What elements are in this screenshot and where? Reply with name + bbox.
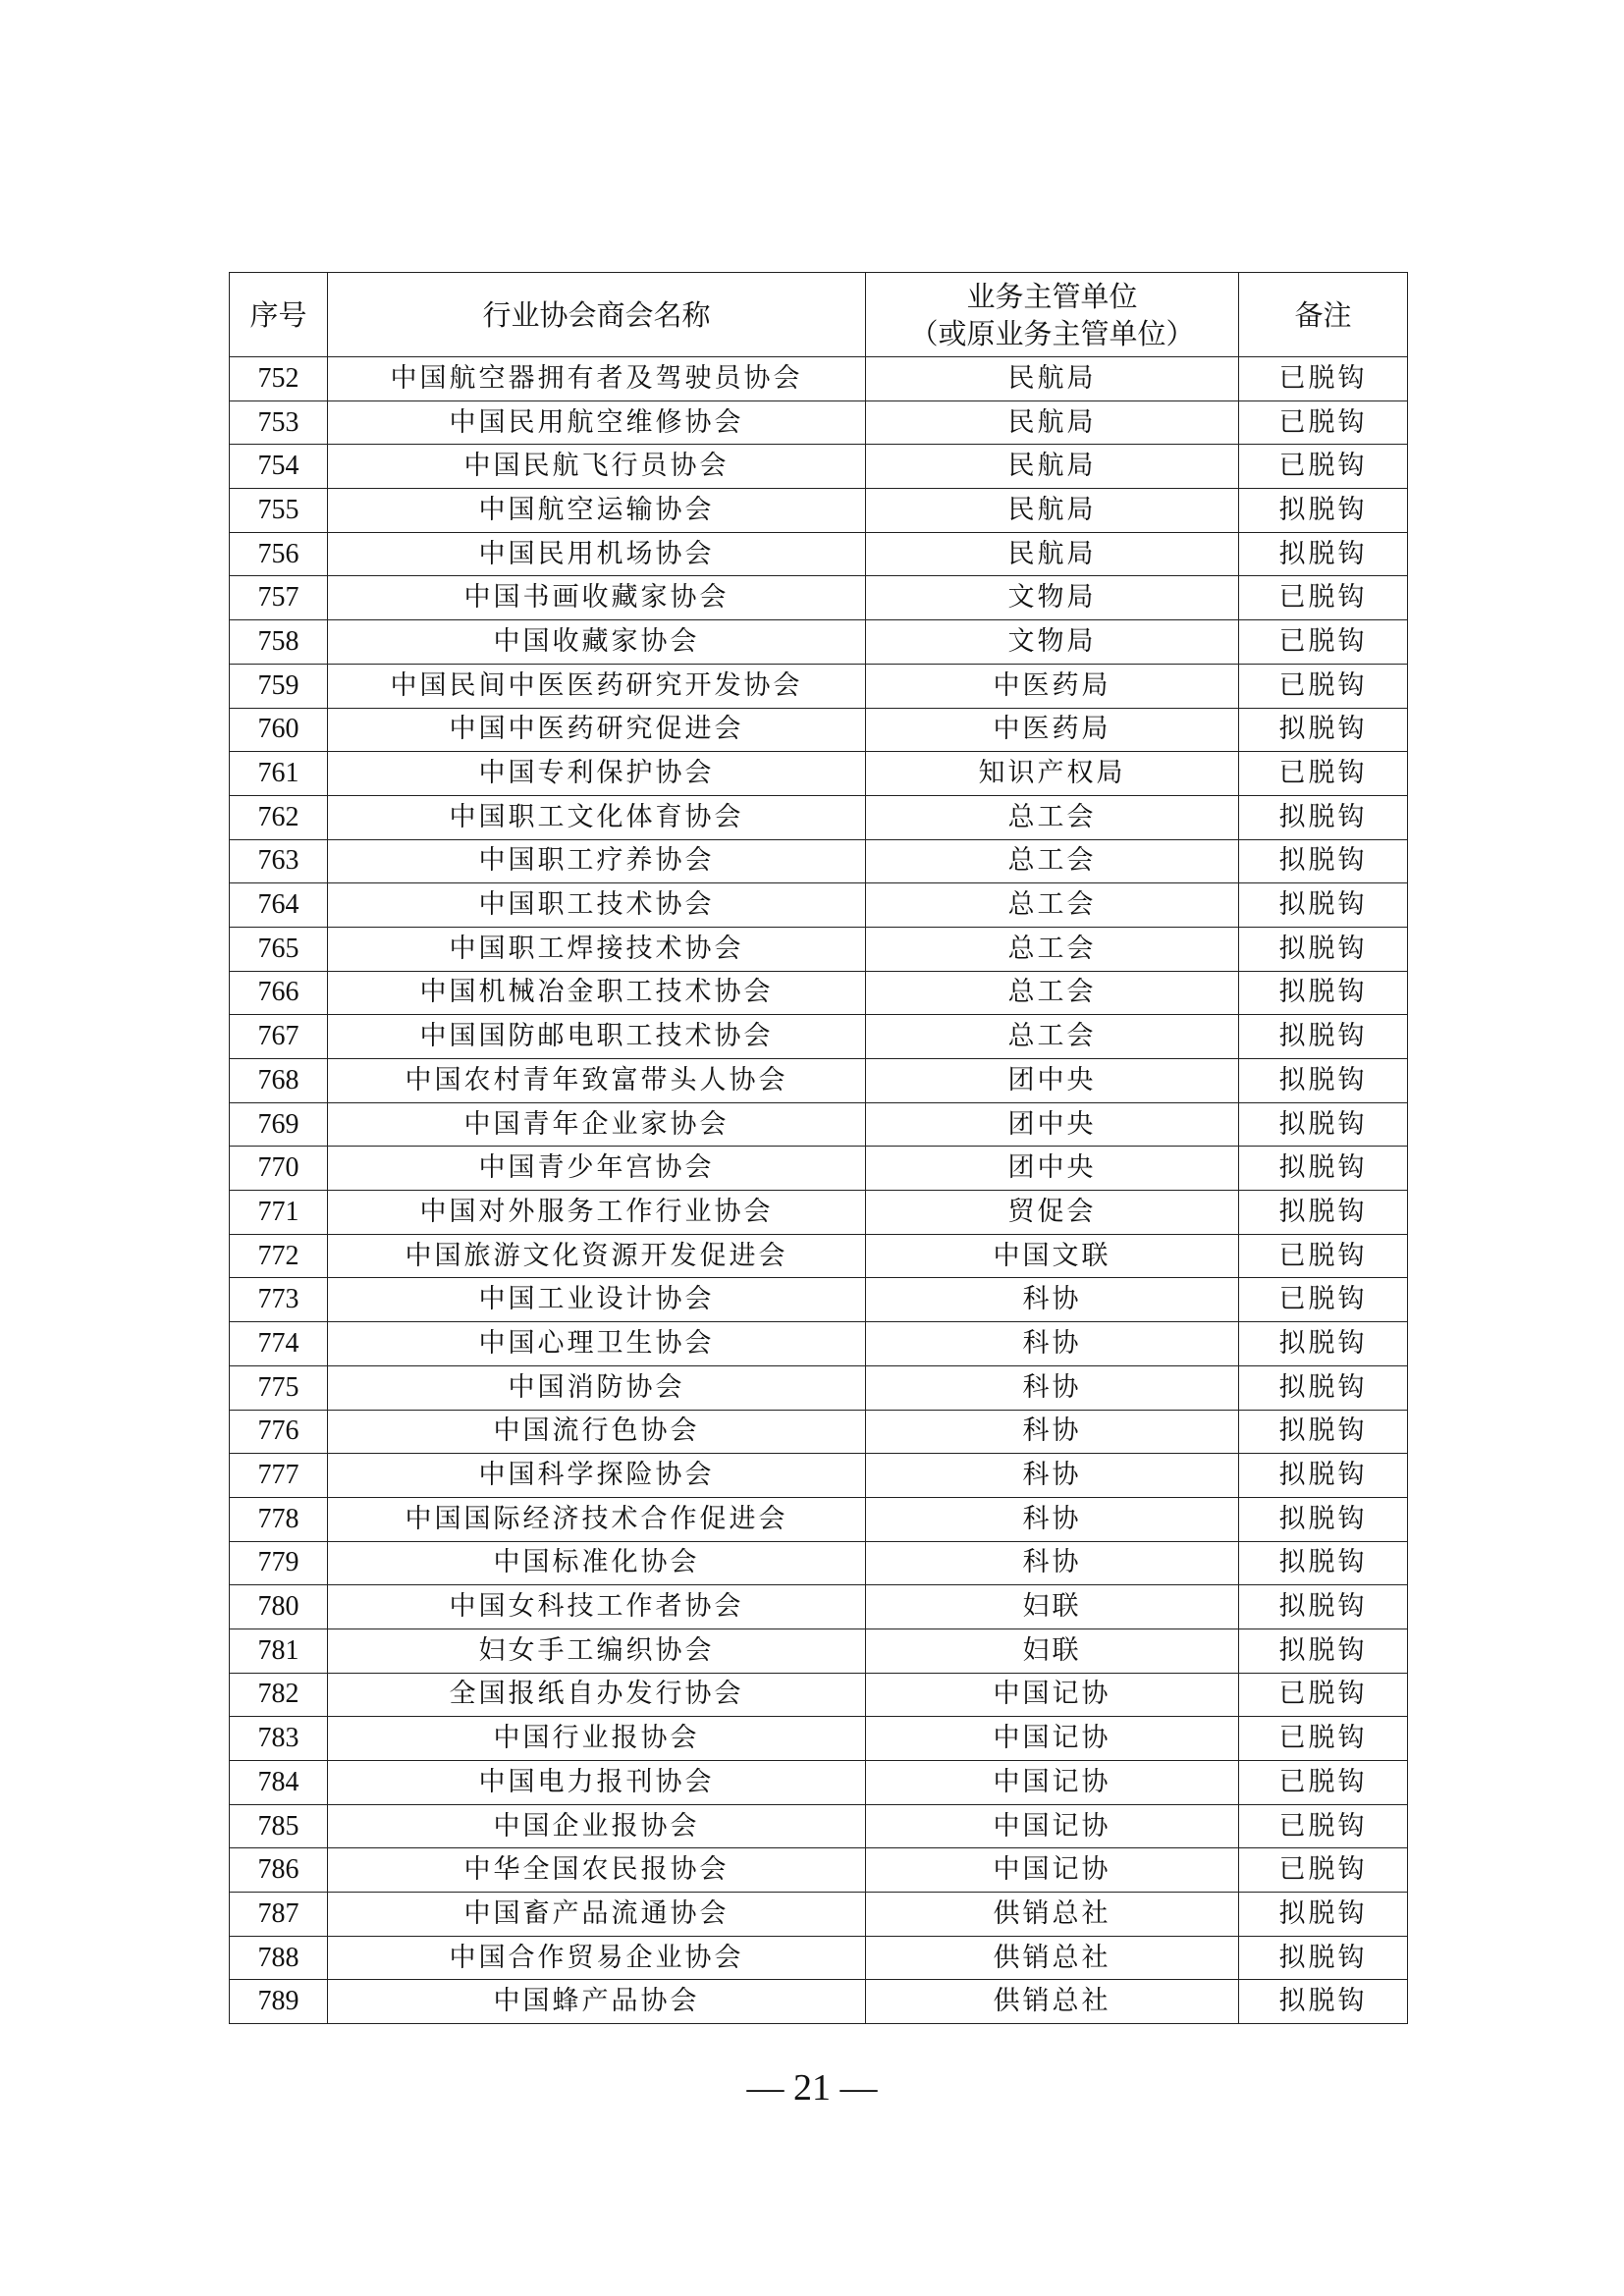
cell-authority: 总工会 [866,1015,1239,1059]
cell-authority: 民航局 [866,445,1239,489]
cell-authority: 文物局 [866,620,1239,665]
cell-authority: 总工会 [866,927,1239,971]
table-row [230,1936,1408,1980]
table-body [230,357,1408,2024]
cell-seq: 755 [230,489,328,533]
cell-remark: 已脱钩 [1239,1804,1408,1848]
cell-seq: 783 [230,1717,328,1761]
table-row [230,1717,1408,1761]
cell-authority: 妇联 [866,1629,1239,1673]
cell-authority: 中国文联 [866,1234,1239,1278]
cell-name: 中国旅游文化资源开发促进会 [328,1234,866,1278]
cell-remark: 拟脱钩 [1239,927,1408,971]
header-remark: 备注 [1239,273,1408,357]
cell-authority: 总工会 [866,883,1239,928]
cell-name: 中国书画收藏家协会 [328,576,866,620]
cell-name: 中国工业设计协会 [328,1278,866,1322]
cell-remark: 已脱钩 [1239,445,1408,489]
table-row [230,445,1408,489]
cell-authority: 团中央 [866,1102,1239,1147]
cell-seq: 752 [230,357,328,401]
cell-seq: 772 [230,1234,328,1278]
cell-authority: 科协 [866,1541,1239,1585]
cell-name: 中国行业报协会 [328,1717,866,1761]
cell-name: 中国航空运输协会 [328,489,866,533]
cell-authority: 民航局 [866,400,1239,445]
table-row [230,532,1408,576]
cell-seq: 781 [230,1629,328,1673]
cell-remark: 拟脱钩 [1239,883,1408,928]
table-row [230,1322,1408,1366]
cell-authority: 妇联 [866,1585,1239,1629]
cell-authority: 知识产权局 [866,752,1239,796]
table-row [230,1761,1408,1805]
cell-name: 中国国防邮电职工技术协会 [328,1015,866,1059]
cell-seq: 768 [230,1059,328,1103]
table-row [230,1365,1408,1410]
cell-name: 中国企业报协会 [328,1804,866,1848]
cell-name: 中国国际经济技术合作促进会 [328,1497,866,1541]
table-row [230,1980,1408,2024]
cell-seq: 778 [230,1497,328,1541]
table-header [230,273,1408,357]
cell-name: 中国民用机场协会 [328,532,866,576]
page-number: — 21 — [746,2067,878,2109]
cell-authority: 供销总社 [866,1980,1239,2024]
cell-seq: 756 [230,532,328,576]
table-row [230,1541,1408,1585]
cell-remark: 已脱钩 [1239,1673,1408,1717]
cell-remark: 拟脱钩 [1239,1410,1408,1454]
cell-seq: 767 [230,1015,328,1059]
table-row [230,1454,1408,1498]
cell-name: 中华全国农民报协会 [328,1848,866,1893]
cell-seq: 782 [230,1673,328,1717]
table-row [230,1585,1408,1629]
cell-seq: 764 [230,883,328,928]
cell-name: 中国科学探险协会 [328,1454,866,1498]
header-authority-line2: （或原业务主管单位） [909,316,1195,350]
cell-remark: 已脱钩 [1239,752,1408,796]
cell-name: 中国专利保护协会 [328,752,866,796]
association-table [229,272,1408,2024]
cell-name: 妇女手工编织协会 [328,1629,866,1673]
cell-seq: 758 [230,620,328,665]
cell-seq: 773 [230,1278,328,1322]
cell-name: 中国畜产品流通协会 [328,1893,866,1937]
header-seq: 序号 [230,273,328,357]
cell-authority: 总工会 [866,795,1239,839]
cell-seq: 770 [230,1147,328,1191]
cell-remark: 拟脱钩 [1239,1059,1408,1103]
cell-seq: 754 [230,445,328,489]
cell-authority: 科协 [866,1410,1239,1454]
cell-remark: 已脱钩 [1239,1234,1408,1278]
cell-remark: 已脱钩 [1239,1848,1408,1893]
table-row [230,1147,1408,1191]
table-row [230,839,1408,883]
cell-name: 中国职工焊接技术协会 [328,927,866,971]
cell-authority: 民航局 [866,532,1239,576]
table-row [230,927,1408,971]
cell-remark: 拟脱钩 [1239,1454,1408,1498]
cell-name: 中国职工技术协会 [328,883,866,928]
cell-remark: 拟脱钩 [1239,532,1408,576]
cell-authority: 中医药局 [866,664,1239,708]
table-row [230,1629,1408,1673]
cell-remark: 拟脱钩 [1239,795,1408,839]
cell-remark: 拟脱钩 [1239,1497,1408,1541]
cell-remark: 拟脱钩 [1239,1893,1408,1937]
cell-authority: 中国记协 [866,1717,1239,1761]
cell-remark: 已脱钩 [1239,620,1408,665]
cell-seq: 787 [230,1893,328,1937]
table-row [230,400,1408,445]
cell-seq: 775 [230,1365,328,1410]
cell-seq: 769 [230,1102,328,1147]
cell-authority: 团中央 [866,1147,1239,1191]
header-authority [866,273,1239,357]
cell-remark: 拟脱钩 [1239,971,1408,1015]
table-row [230,1497,1408,1541]
cell-seq: 760 [230,708,328,752]
cell-remark: 拟脱钩 [1239,1015,1408,1059]
cell-seq: 780 [230,1585,328,1629]
cell-seq: 765 [230,927,328,971]
cell-authority: 供销总社 [866,1936,1239,1980]
cell-authority: 科协 [866,1497,1239,1541]
cell-remark: 拟脱钩 [1239,1629,1408,1673]
cell-name: 中国农村青年致富带头人协会 [328,1059,866,1103]
cell-name: 中国民间中医医药研究开发协会 [328,664,866,708]
cell-name: 中国青少年宫协会 [328,1147,866,1191]
table-row [230,1191,1408,1235]
table-row [230,1102,1408,1147]
cell-remark: 拟脱钩 [1239,1102,1408,1147]
cell-name: 中国民用航空维修协会 [328,400,866,445]
cell-authority: 民航局 [866,489,1239,533]
cell-seq: 784 [230,1761,328,1805]
cell-seq: 759 [230,664,328,708]
table-row [230,1848,1408,1893]
cell-authority: 中国记协 [866,1848,1239,1893]
cell-authority: 科协 [866,1322,1239,1366]
cell-authority: 民航局 [866,357,1239,401]
cell-authority: 中国记协 [866,1673,1239,1717]
cell-name: 中国职工文化体育协会 [328,795,866,839]
table-row [230,1015,1408,1059]
cell-seq: 762 [230,795,328,839]
cell-name: 中国电力报刊协会 [328,1761,866,1805]
table-row [230,576,1408,620]
cell-seq: 757 [230,576,328,620]
cell-name: 中国机械冶金职工技术协会 [328,971,866,1015]
table-row [230,1673,1408,1717]
cell-remark: 已脱钩 [1239,357,1408,401]
table-row [230,489,1408,533]
table-row [230,1234,1408,1278]
cell-seq: 774 [230,1322,328,1366]
cell-name: 中国合作贸易企业协会 [328,1936,866,1980]
cell-remark: 已脱钩 [1239,664,1408,708]
cell-authority: 科协 [866,1365,1239,1410]
cell-authority: 中国记协 [866,1804,1239,1848]
table-row [230,752,1408,796]
cell-remark: 已脱钩 [1239,400,1408,445]
table-row [230,620,1408,665]
cell-name: 中国中医药研究促进会 [328,708,866,752]
table-row [230,708,1408,752]
cell-remark: 拟脱钩 [1239,1980,1408,2024]
cell-name: 中国对外服务工作行业协会 [328,1191,866,1235]
cell-remark: 拟脱钩 [1239,1322,1408,1366]
cell-seq: 786 [230,1848,328,1893]
cell-authority: 总工会 [866,839,1239,883]
table-row [230,795,1408,839]
header-row [230,273,1408,357]
cell-remark: 已脱钩 [1239,1717,1408,1761]
cell-authority: 中国记协 [866,1761,1239,1805]
cell-seq: 779 [230,1541,328,1585]
cell-remark: 拟脱钩 [1239,708,1408,752]
table-row [230,664,1408,708]
cell-authority: 中医药局 [866,708,1239,752]
cell-authority: 文物局 [866,576,1239,620]
cell-seq: 763 [230,839,328,883]
table-row [230,1059,1408,1103]
cell-remark: 已脱钩 [1239,576,1408,620]
cell-remark: 拟脱钩 [1239,839,1408,883]
cell-authority: 科协 [866,1454,1239,1498]
cell-name: 中国女科技工作者协会 [328,1585,866,1629]
cell-remark: 已脱钩 [1239,1278,1408,1322]
cell-seq: 776 [230,1410,328,1454]
cell-name: 中国民航飞行员协会 [328,445,866,489]
cell-authority: 总工会 [866,971,1239,1015]
table-row [230,1278,1408,1322]
cell-authority: 团中央 [866,1059,1239,1103]
cell-name: 中国心理卫生协会 [328,1322,866,1366]
cell-seq: 785 [230,1804,328,1848]
cell-authority: 供销总社 [866,1893,1239,1937]
cell-name: 中国航空器拥有者及驾驶员协会 [328,357,866,401]
cell-name: 中国青年企业家协会 [328,1102,866,1147]
table-row [230,357,1408,401]
cell-name: 中国流行色协会 [328,1410,866,1454]
cell-remark: 拟脱钩 [1239,1365,1408,1410]
cell-remark: 拟脱钩 [1239,1936,1408,1980]
cell-seq: 788 [230,1936,328,1980]
table-row [230,1804,1408,1848]
cell-remark: 拟脱钩 [1239,1147,1408,1191]
cell-seq: 753 [230,400,328,445]
cell-remark: 已脱钩 [1239,1761,1408,1805]
cell-remark: 拟脱钩 [1239,489,1408,533]
cell-name: 中国职工疗养协会 [328,839,866,883]
cell-name: 中国消防协会 [328,1365,866,1410]
header-name: 行业协会商会名称 [328,273,866,357]
cell-name: 全国报纸自办发行协会 [328,1673,866,1717]
cell-remark: 拟脱钩 [1239,1585,1408,1629]
cell-remark: 拟脱钩 [1239,1191,1408,1235]
cell-seq: 761 [230,752,328,796]
table-row [230,883,1408,928]
cell-remark: 拟脱钩 [1239,1541,1408,1585]
cell-seq: 766 [230,971,328,1015]
cell-seq: 771 [230,1191,328,1235]
table-row [230,1893,1408,1937]
cell-name: 中国蜂产品协会 [328,1980,866,2024]
header-authority-line1: 业务主管单位 [966,279,1138,313]
cell-authority: 贸促会 [866,1191,1239,1235]
cell-name: 中国标准化协会 [328,1541,866,1585]
table-row [230,971,1408,1015]
table-row [230,1410,1408,1454]
cell-name: 中国收藏家协会 [328,620,866,665]
cell-seq: 789 [230,1980,328,2024]
cell-seq: 777 [230,1454,328,1498]
cell-authority: 科协 [866,1278,1239,1322]
